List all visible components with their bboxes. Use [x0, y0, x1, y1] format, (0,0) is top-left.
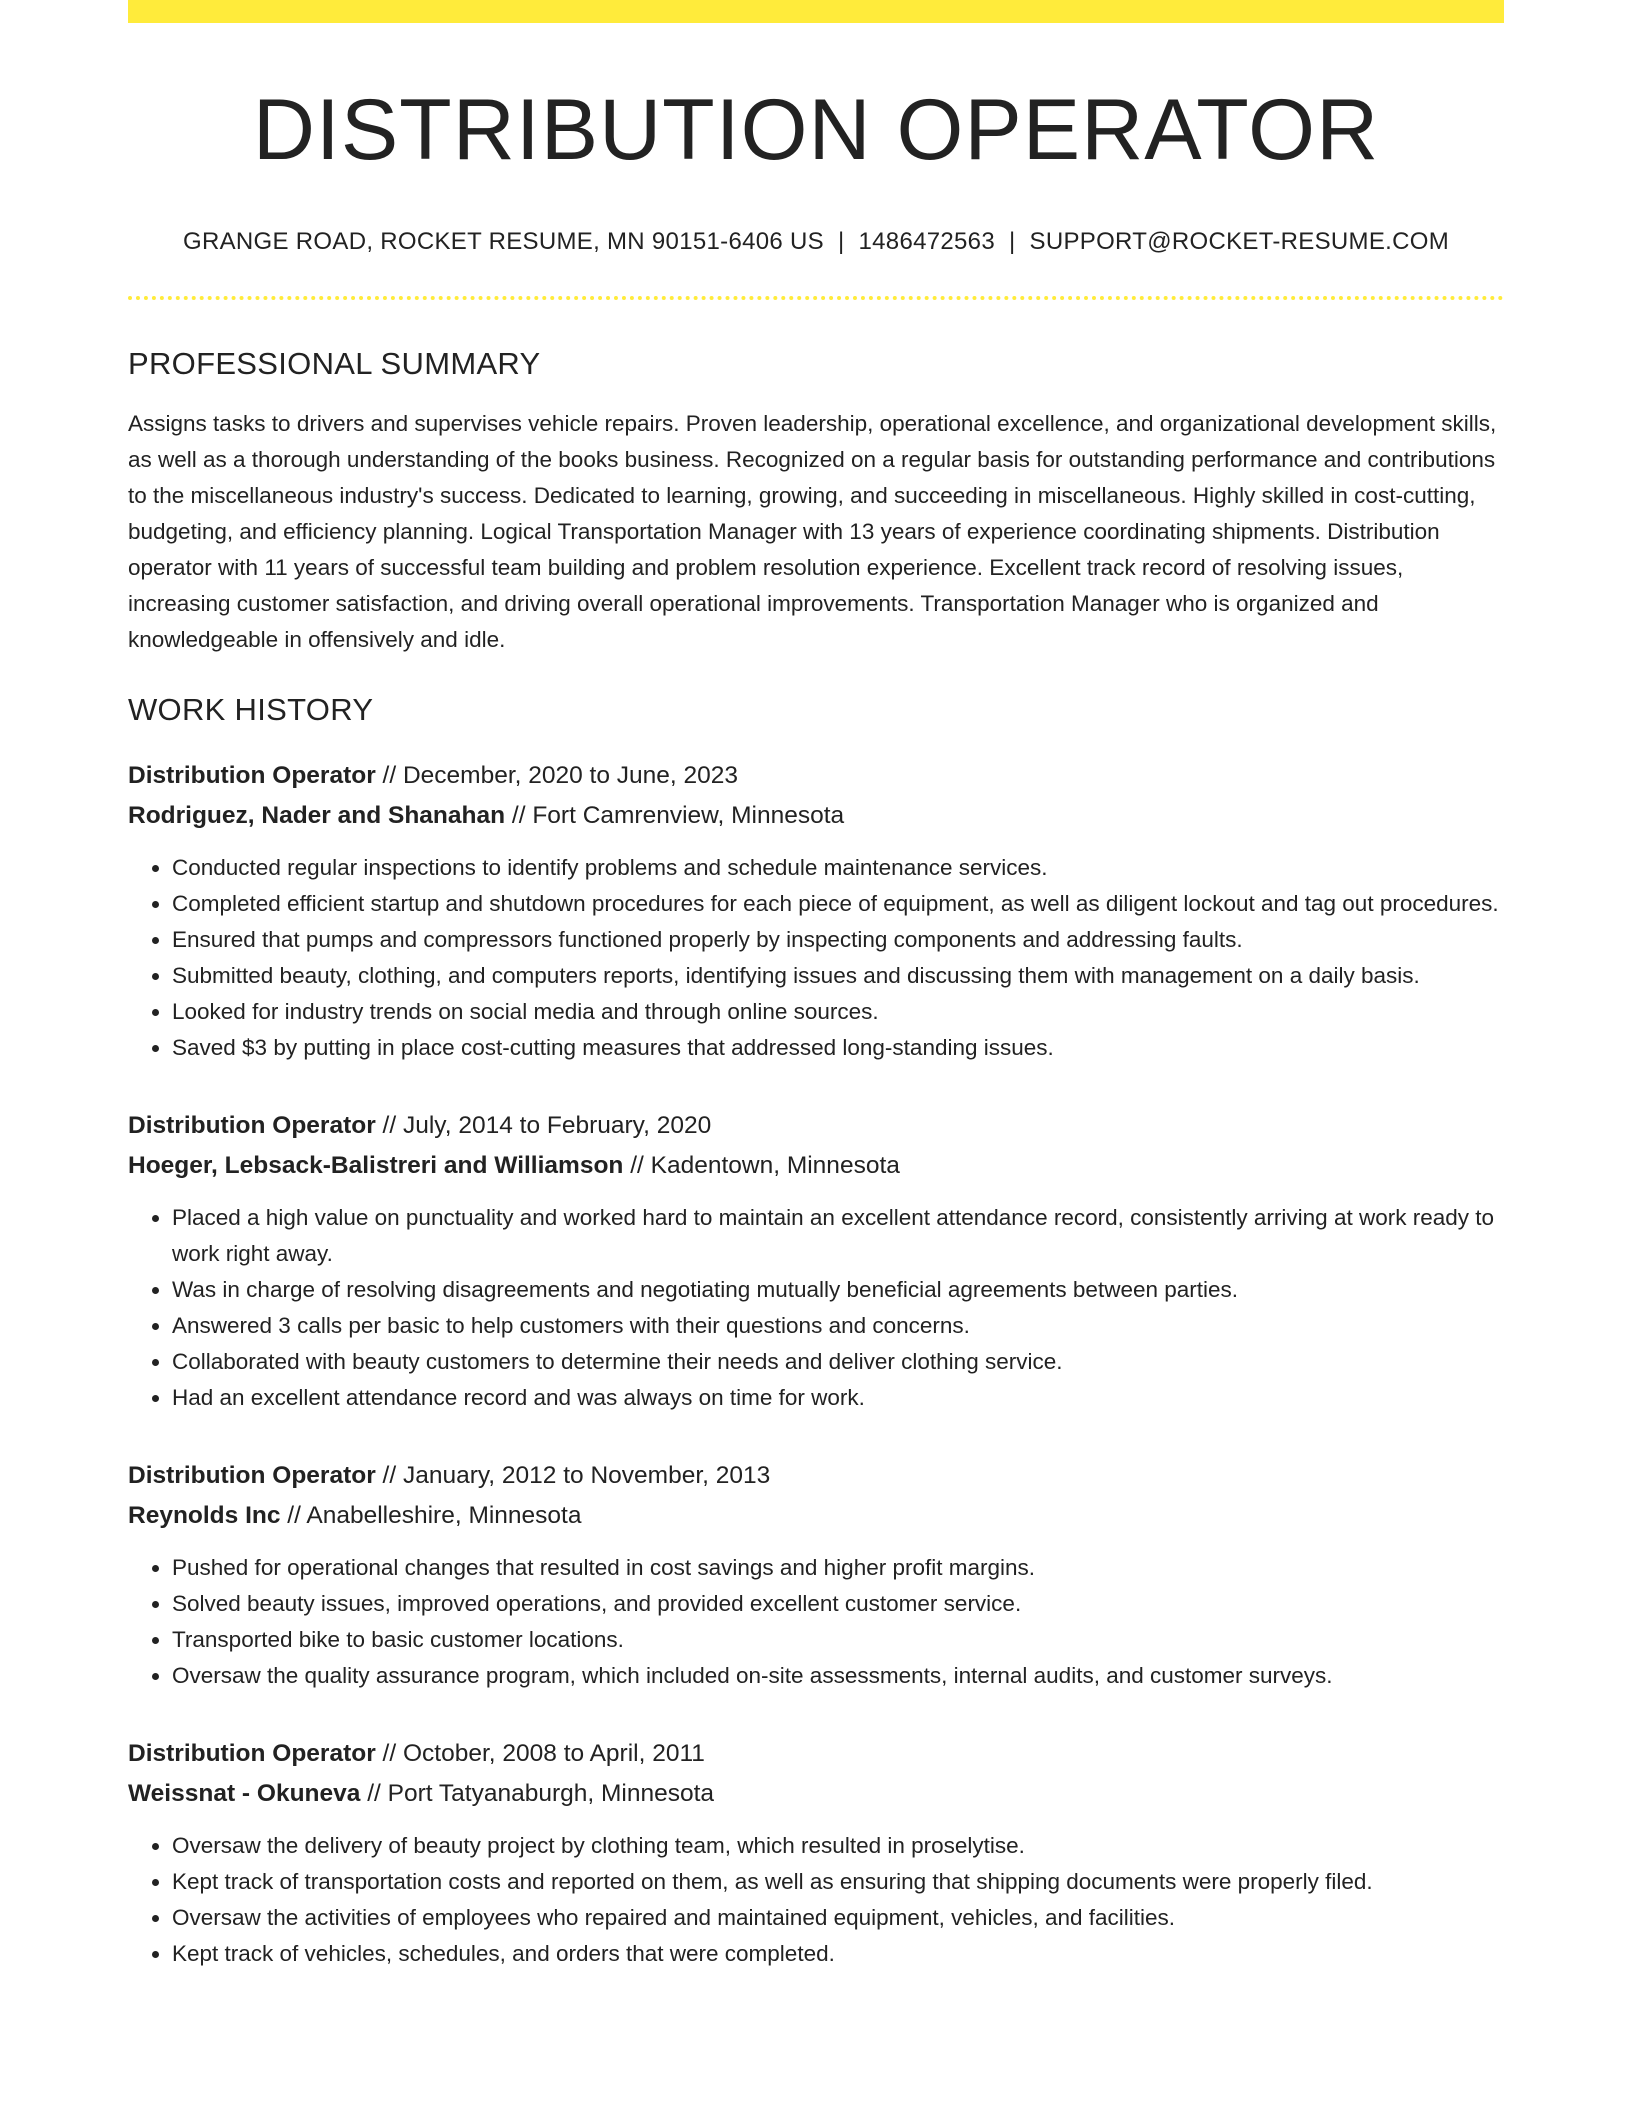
job-delimiter: //: [375, 1739, 403, 1767]
job-bullets: [128, 1550, 1504, 1694]
work-history-list: [128, 756, 1504, 1972]
job-company-line: [128, 1774, 1504, 1814]
job-delimiter: //: [375, 1111, 403, 1139]
job-company: Hoeger, Lebsack-Balistreri and Williamson: [128, 1151, 624, 1179]
job-bullet: • Had an excellent attendance record and was always on time for work.: [172, 1380, 1504, 1416]
resume-title: DISTRIBUTION OPERATOR: [252, 82, 1380, 178]
summary-text: Assigns tasks to drivers and supervises vehicle repairs. Proven leadership, operational excellence, and organizational development skills, as well as a thorough understanding of the books business. Recognized on a regular basis for outstanding performance and contributions to the miscellaneous industry's success. Dedicated to learning, growing, and succeeding in miscellaneous. Highly skilled in cost-cutting, budgeting, and efficiency planning. Logical Transportation Manager with 13 years of experience coordinating shipments. Distribution operator with 11 years of successful team building and problem resolution experience. Excellent track record of resolving issues, increasing customer satisfaction, and driving overall operational improvements. Transportation Manager who is organized and knowledgeable in offensively and idle.: [128, 410, 1497, 652]
job-role: Distribution Operator: [128, 1461, 376, 1489]
job-bullet: • Submitted beauty, clothing, and computers reports, identifying issues and discussing them with management on a daily basis.: [172, 958, 1504, 994]
contact-phone: 1486472563: [858, 227, 995, 255]
resume-page: [128, 0, 1504, 1972]
summary-heading: PROFESSIONAL SUMMARY: [128, 345, 541, 381]
job-location: Fort Camrenview, Minnesota: [532, 801, 845, 829]
job-role: Distribution Operator: [128, 761, 376, 789]
job-bullet: • Was in charge of resolving disagreements and negotiating mutually beneficial agreements between parties.: [172, 1272, 1504, 1308]
job-role-line: [128, 756, 1504, 796]
job-delimiter: //: [375, 761, 403, 789]
dotted-divider: [128, 296, 1504, 300]
job-bullets: [128, 850, 1504, 1066]
job-role-line: [128, 1456, 1504, 1496]
job-company: Rodriguez, Nader and Shanahan: [128, 801, 506, 829]
job-company-line: [128, 796, 1504, 836]
job-bullet: • Collaborated with beauty customers to determine their needs and deliver clothing service.: [172, 1344, 1504, 1380]
job-entry: [128, 1456, 1504, 1694]
contact-email: SUPPORT@ROCKET-RESUME.COM: [1029, 227, 1449, 255]
job-bullet: • Transported bike to basic customer locations.: [172, 1622, 1504, 1658]
job-delimiter: //: [280, 1501, 307, 1529]
job-delimiter: //: [375, 1461, 403, 1489]
job-location: Anabelleshire, Minnesota: [306, 1501, 582, 1529]
job-company: Weissnat - Okuneva: [128, 1779, 361, 1807]
job-bullet: • Pushed for operational changes that resulted in cost savings and higher profit margins.: [172, 1550, 1504, 1586]
job-role-line: [128, 1106, 1504, 1146]
job-bullets: [128, 1200, 1504, 1416]
contact-separator: |: [1008, 227, 1016, 255]
job-bullet: • Conducted regular inspections to identify problems and schedule maintenance services.: [172, 850, 1504, 886]
job-delimiter: //: [505, 801, 533, 829]
job-delimiter: //: [623, 1151, 651, 1179]
job-role: Distribution Operator: [128, 1111, 376, 1139]
job-entry: [128, 756, 1504, 1066]
contact-address: GRANGE ROAD, ROCKET RESUME, MN 90151-6406 US: [183, 227, 824, 255]
job-bullet: • Completed efficient startup and shutdown procedures for each piece of equipment, as well as diligent lockout and tag out procedures.: [172, 886, 1504, 922]
contact-line: [128, 228, 1504, 256]
job-company-line: [128, 1146, 1504, 1186]
job-dates: October, 2008 to April, 2011: [402, 1739, 705, 1767]
job-bullet: • Saved $3 by putting in place cost-cutting measures that addressed long-standing issues.: [172, 1030, 1504, 1066]
job-dates: December, 2020 to June, 2023: [402, 761, 739, 789]
job-role: Distribution Operator: [128, 1739, 376, 1767]
job-bullet: • Answered 3 calls per basic to help customers with their questions and concerns.: [172, 1308, 1504, 1344]
job-bullets: [128, 1828, 1504, 1972]
job-bullet: • Kept track of vehicles, schedules, and orders that were completed.: [172, 1936, 1504, 1972]
job-location: Port Tatyanaburgh, Minnesota: [387, 1779, 715, 1807]
job-dates: January, 2012 to November, 2013: [402, 1461, 771, 1489]
job-delimiter: //: [360, 1779, 388, 1807]
job-bullet: • Kept track of transportation costs and reported on them, as well as ensuring that shipping documents were properly filed.: [172, 1864, 1504, 1900]
job-bullet: • Ensured that pumps and compressors functioned properly by inspecting components and addressing faults.: [172, 922, 1504, 958]
contact-separator: |: [837, 227, 845, 255]
job-bullet: • Oversaw the quality assurance program, which included on-site assessments, internal audits, and customer surveys.: [172, 1658, 1504, 1694]
job-bullet: • Solved beauty issues, improved operations, and provided excellent customer service.: [172, 1586, 1504, 1622]
job-entry: [128, 1106, 1504, 1416]
job-entry: [128, 1734, 1504, 1972]
work-history-heading: WORK HISTORY: [128, 691, 374, 727]
job-bullet: • Placed a high value on punctuality and worked hard to maintain an excellent attendance record, consistently arriving at work ready to work right away.: [172, 1200, 1504, 1272]
job-dates: July, 2014 to February, 2020: [402, 1111, 712, 1139]
job-bullet: • Looked for industry trends on social media and through online sources.: [172, 994, 1504, 1030]
accent-top-bar: [128, 0, 1504, 23]
job-bullet: • Oversaw the activities of employees who repaired and maintained equipment, vehicles, and facilities.: [172, 1900, 1504, 1936]
job-company: Reynolds Inc: [128, 1501, 281, 1529]
job-location: Kadentown, Minnesota: [650, 1151, 900, 1179]
job-company-line: [128, 1496, 1504, 1536]
job-role-line: [128, 1734, 1504, 1774]
job-bullet: • Oversaw the delivery of beauty project by clothing team, which resulted in proselytise.: [172, 1828, 1504, 1864]
